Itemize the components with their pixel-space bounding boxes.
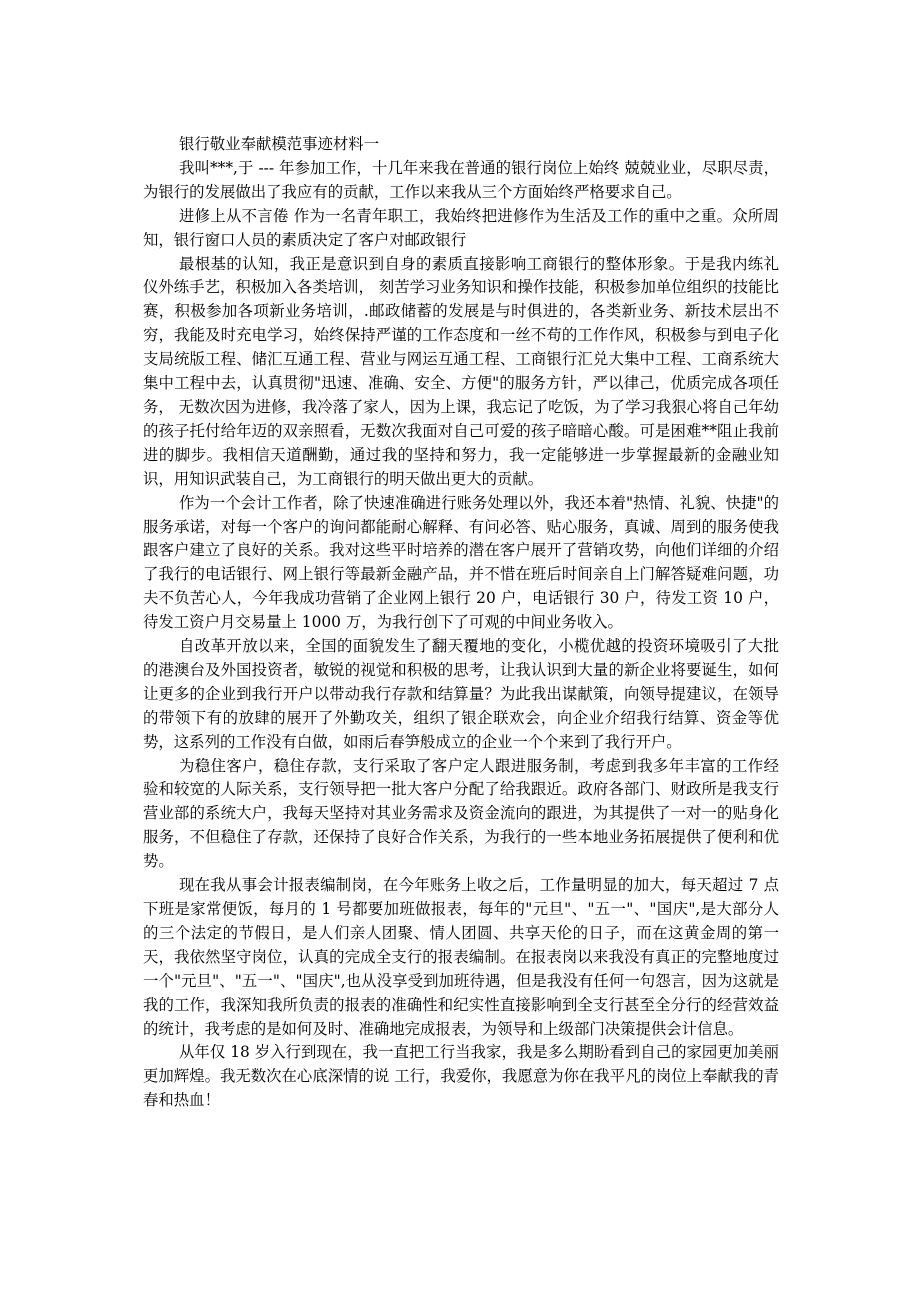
document-title: 银行敬业奉献模范事迹材料一 (179, 135, 380, 153)
paragraph-3: 最根基的认知，我正是意识到自身的素质直接影响工商银行的整体形象。于是我内练礼仪外练手艺，积极加入各类培训， 刻苦学习业务知识和操作技能，积极参加单位组织的技能比赛，积极参加各项新业务培训，.邮政储蓄的发展是与时俱进的，各类新业务、新技术层出不穷，我能及时充电学习，始终保持严谨的工作态度和一丝不苟的工作作风，积极参与到电子化支局统版工程、储汇互通工程、营业与网运互通工程、工商银行汇兑大集中工程、工商系统大集中工程中去，认真贯彻"迅速、准确、安全、方便"的服务方针，严以律己，优质完成各项任务， 无数次因为进修，我冷落了家人，因为上课，我忘记了吃饭，为了学习我狠心将自己年幼的孩子托付给年迈的双亲照看，无数次我面对自己可爱的孩子暗暗心酸。可是困难**阻止我前进的脚步。我相信天道酬勤，通过我的坚持和努力，我一定能够进一步掌握最新的金融业知识，用知识武装自己，为工商银行的明天做出更大的贡献。 (143, 254, 779, 488)
paragraph-7: 现在我从事会计报表编制岗，在今年账务上收之后，工作量明显的加大，每天超过 7 点下班是家常便饭，每月的 1 号都要加班做报表，每年的"元旦"、"五一"、"国庆",是大部分人的三个法定的节假日，是人们亲人团聚、情人团圆、共享天伦的日子，而在这黄金周的第一天，我依然坚守岗位，认真的完成全支行的报表编制。在报表岗以来我没有真正的完整地度过一个"元旦"、"五一"、"国庆",也从没享受到加班待遇，但是我没有任何一句怨言，因为这就是我的工作，我深知我所负责的报表的准确性和纪实性直接影响到全支行甚至全分行的经营效益的统计，我考虑的是如何及时、准确地完成报表，为领导和上级部门决策提供会计信息。 (143, 876, 779, 1038)
paragraph-1: 我叫***,于 --- 年参加工作，十几年来我在普通的银行岗位上始终 兢兢业业，尽职尽责，为银行的发展做出了我应有的贡献，工作以来我从三个方面始终严格要求自己。 (143, 158, 779, 201)
paragraph-8: 从年仅 18 岁入行到现在，我一直把工行当我家，我是多么期盼看到自己的家园更加美丽更加辉煌。我无数次在心底深情的说 工行，我爱你，我愿意为你在我平凡的岗位上奉献我的青春和热血！ (143, 1043, 779, 1110)
paragraph-5: 自改革开放以来，全国的面貌发生了翻天覆地的变化，小榄优越的投资环境吸引了大批的港澳台及外国投资者，敏锐的视觉和积极的思考，让我认识到大量的新企业将要诞生，如何让更多的企业到我行开户以带动我行存款和结算量？为此我出谋献策，向领导提建议，在领导的带领下有的放肆的展开了外勤攻关，组织了银企联欢会，向企业介绍我行结算、资金等优势，这系列的工作没有白做，如雨后春笋般成立的企业一个个来到了我行开户。 (143, 637, 779, 751)
paragraph-6: 为稳住客户，稳住存款，支行采取了客户定人跟进服务制，考虑到我多年丰富的工作经验和较宽的人际关系，支行领导把一批大客户分配了给我跟近。政府各部门、财政所是我支行营业部的系统大户，我每天坚持对其业务需求及资金流向的跟进，为其提供了一对一的贴身化服务，不但稳住了存款，还保持了良好合作关系，为我行的一些本地业务拓展提供了便利和优势。 (143, 756, 779, 871)
paragraph-2: 进修上从不言倦 作为一名青年职工，我始终把进修作为生活及工作的重中之重。众所周知，银行窗口人员的素质决定了客户对邮政银行 (143, 206, 779, 249)
paragraph-4: 作为一个会计工作者，除了快速准确进行账务处理以外，我还本着"热情、礼貌、快捷"的服务承诺，对每一个客户的询问都能耐心解释、有问必答、贴心服务，真诚、周到的服务使我跟客户建立了良好的关系。我对这些平时培养的潜在客户展开了营销攻势，向他们详细的介绍了我行的电话银行、网上银行等最新金融产品，并不惜在班后时间亲自上门解答疑难问题，功夫不负苦心人，今年我成功营销了企业网上银行 20 户，电话银行 30 户，待发工资 10 户，待发工资户月交易量上 1000 万，为我行创下了可观的中间业务收入。 (143, 493, 779, 632)
document-page (143, 133, 779, 1113)
